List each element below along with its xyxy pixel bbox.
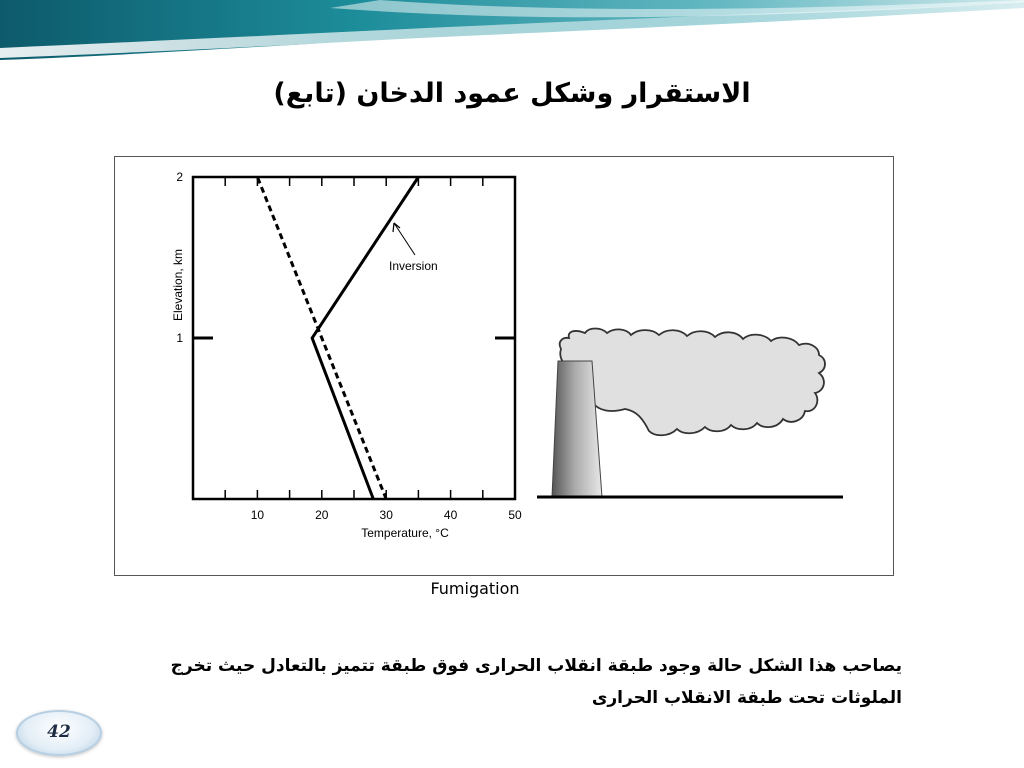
chart-layer: [176, 170, 522, 522]
x-tick-label: 50: [508, 508, 522, 522]
dry-adiabatic-line: [257, 177, 386, 499]
fumigation-figure: [115, 157, 893, 575]
y-tick-label: 2: [176, 170, 183, 184]
figure-frame: [114, 156, 894, 576]
body-text: [80, 650, 902, 714]
x-tick-label: 30: [379, 508, 393, 522]
plume-cloud: [560, 329, 825, 436]
page-number: 42: [47, 722, 71, 742]
inversion-label: Inversion: [389, 259, 438, 273]
x-axis-label: Temperature, °C: [361, 526, 449, 540]
body-line-1: يصاحب هذا الشكل حالة وجود طبقة انقلاب الحرارى فوق طبقة تتميز بالتعادل حيث تخرج: [170, 656, 902, 676]
x-tick-label: 20: [315, 508, 329, 522]
body-line-2: الملوثات تحت طبقة الانقلاب الحرارى: [591, 688, 902, 708]
page-number-badge: [16, 710, 102, 756]
inversion-arrow: [394, 223, 415, 255]
y-axis-label: Elevation, km: [171, 248, 185, 322]
x-tick-label: 40: [443, 508, 458, 522]
x-tick-label: 10: [250, 508, 265, 522]
y-tick-label: 1: [176, 331, 183, 345]
figure-caption: Fumigation: [430, 579, 520, 598]
slide-title: الاستقرار وشكل عمود الدخان (تابع): [273, 78, 751, 109]
header-banner: [0, 0, 1024, 62]
